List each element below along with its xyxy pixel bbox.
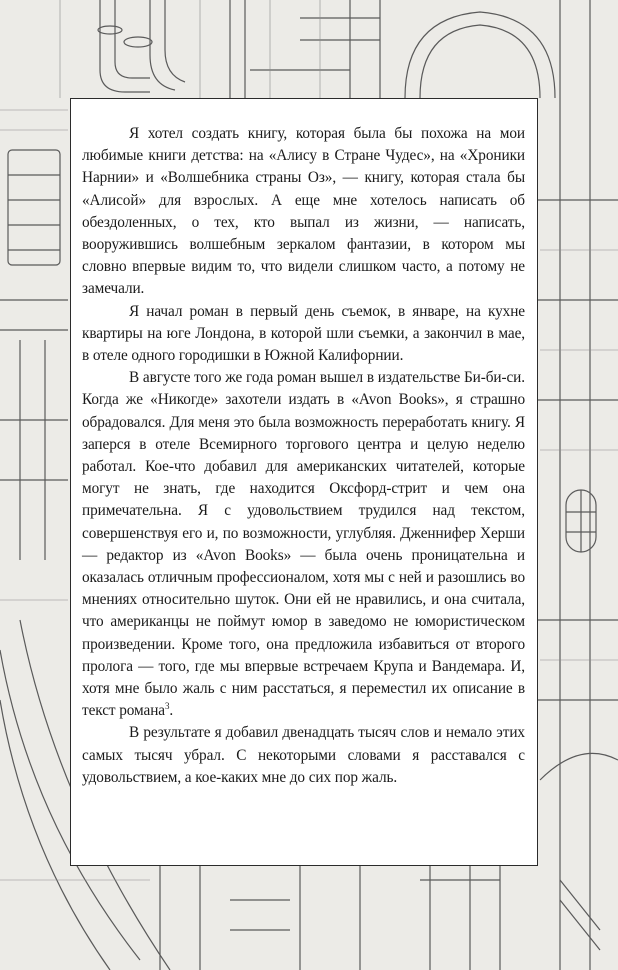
- footnote-reference[interactable]: 3: [164, 701, 170, 712]
- text-panel: [70, 98, 538, 866]
- paragraph-2: Я начал роман в первый день съемок, в январе, на кухне квартиры на юге Лондона, в которой шли съемки, а закончил в мае, в отеле одного городишки в Южной Калифорнии.: [82, 302, 525, 365]
- paragraph-4: В результате я добавил двенадцать тысяч слов и немало этих самых тысяч убрал. С некоторыми словами я расставался с удовольствием, а кое-каких мне до сих пор жаль.: [82, 724, 525, 786]
- paragraph-1: Я хотел создать книгу, которая была бы похожа на мои любимые книги детства: на «Алису в Стране Чудес», на «Хроники Нарнии» и «Волшебника страны Оз», — книгу, которая стала бы «Алисой» для взрослых. А еще мне хотелось написать об обездоленных, о тех, кто выпал из жизни, — написать, вооружившись волшебным зеркалом фантазии, в котором мы словно впервые видим то, что видели слишком часто, а потому не замечали.: [82, 125, 525, 298]
- paragraph-3-text: В августе того же года роман вышел в издательстве Би-би-си. Когда же «Никогде» захотели издать в «Avon Books», я страшно обрадовался. Для меня это была возможность переработать книгу. Я заперся в отеле Всемирного торгового центра и целую неделю работал. Кое-что добавил для американских читателей, которые могут не знать, где находится Оксфорд-стрит и чем она примечательна. Я с удовольствием трудился над текстом, совершенствуя его и, по возможности, углубляя. Дженнифер Херши — редактор из «Avon Books» — была очень проницательна и оказалась отличным профессионалом, хотя мы с ней и разошлись во мнениях относительно шуток. Они ей не нравились, и она считала, что американцы не поймут юмор в заведомо не юмористическом произведении. Кроме того, она предложила избавиться от второго пролога — того, где мы впервые встречаем Крупа и Вандемара. И, хотя мне было жаль с ним расстаться, я переместил их описание в текст романа: [82, 369, 525, 720]
- paragraph-3: В августе того же года роман вышел в издательстве Би-би-си. Когда же «Никогде» захотели издать в «Avon Books», я страшно обрадовался. Для меня это была возможность переработать книгу. Я заперся в отеле Всемирного торгового центра и целую неделю работал. Кое-что добавил для американских читателей, которые могут не знать, где находится Оксфорд-стрит и чем она примечательна. Я с удовольствием трудился над текстом, совершенствуя его и, по возможности, углубляя. Дженнифер Херши — редактор из «Avon Books» — была очень проницательна и оказалась отличным профессионалом, хотя мы с ней и разошлись во мнениях относительно шуток. Они ей не нравились, и она считала, что американцы не поймут юмор в заведомо не юмористическом произведении. Кроме того, она предложила избавиться от второго пролога — того, где мы впервые встречаем Крупа и Вандемара. И, хотя мне было жаль с ним расстаться, я переместил их описание в текст романа$^3$.: [82, 369, 525, 720]
